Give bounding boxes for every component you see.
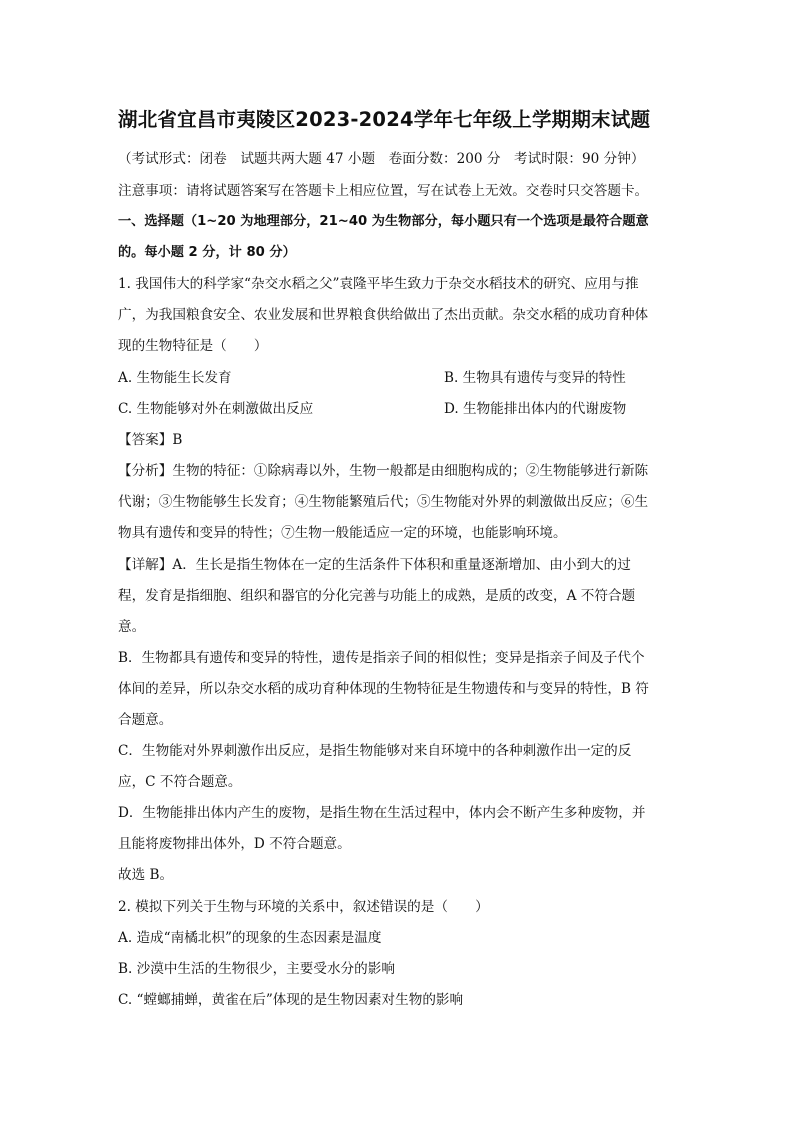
notice: 注意事项：请将试题答案写在答题卡上相应位置，写在试卷上无效。交卷时只交答题卡。 (118, 183, 649, 199)
q2-option-a: A. 造成“南橘北枳”的现象的生态因素是温度 (118, 930, 382, 946)
q1-stem-line-3: 现的生物特征是（ ） (118, 338, 268, 354)
q2-option-b: B. 沙漠中生活的生物很少，主要受水分的影响 (118, 961, 395, 977)
q1-detail-line-10: 且能将废物排出体外，D 不符合题意。 (118, 836, 351, 852)
q1-detail-line-5: 体间的差异，所以杂交水稻的成功育种体现的生物特征是生物遗传和与变异的特性，B 符 (118, 681, 649, 697)
q1-analysis-line-1: 【分析】生物的特征：①除病毒以外，生物一般都是由细胞构成的；②生物能够进行新陈 (118, 463, 649, 479)
q1-detail-line-2: 程，发育是指细胞、组织和器官的分化完善与功能上的成熟，是质的改变，A 不符合题 (118, 588, 636, 604)
q2-stem: 2. 模拟下列关于生物与环境的关系中，叙述错误的是（ ） (118, 899, 489, 915)
q1-detail-line-8: 应，C 不符合题意。 (118, 774, 242, 790)
q1-detail-line-3: 意。 (118, 619, 146, 635)
q1-option-b: B. 生物具有遗传与变异的特性 (444, 370, 626, 386)
q1-analysis-line-2: 代谢；③生物能够生长发育；④生物能繁殖后代；⑤生物能对外界的刺激做出反应；⑥生 (118, 494, 649, 510)
q1-option-d: D. 生物能排出体内的代谢废物 (444, 401, 627, 417)
q1-option-c: C. 生物能够对外在刺激做出反应 (118, 401, 314, 417)
q1-stem-line-1: 1. 我国伟大的科学家“杂交水稻之父”袁隆平毕生致力于杂交水稻技术的研究、应用与推 (118, 276, 639, 292)
section-heading-line-1: 一、选择题（1~20 为地理部分，21~40 为生物部分，每小题只有一个选项是最符合题意 (118, 214, 649, 229)
q1-stem-line-2: 广，为我国粮食安全、农业发展和世界粮食供给做出了杰出贡献。杂交水稻的成功育种体 (118, 307, 649, 323)
q1-detail-line-6: 合题意。 (118, 712, 173, 728)
page-title: 湖北省宜昌市夷陵区2023-2024学年七年级上学期期末试题 (118, 108, 651, 131)
q1-answer: 【答案】B (118, 432, 183, 448)
q1-detail-line-1: 【详解】A．生长是指生物体在一定的生活条件下体积和重量逐渐增加、由小到大的过 (118, 557, 631, 573)
q2-option-c: C. “螳螂捕蝉，黄雀在后”体现的是生物因素对生物的影响 (118, 992, 464, 1008)
q1-detail-line-7: C．生物能对外界刺激作出反应，是指生物能够对来自环境中的各种刺激作出一定的反 (118, 743, 632, 759)
q1-analysis-line-3: 物具有遗传和变异的特性；⑦生物一般能适应一定的环境，也能影响环境。 (118, 525, 567, 541)
exam-info: （考试形式：闭卷 试题共两大题 47 小题 卷面分数：200 分 考试时限：90 分钟） (118, 151, 645, 167)
q1-detail-line-4: B．生物都具有遗传和变异的特性，遗传是指亲子间的相似性；变异是指亲子间及子代个 (118, 650, 645, 666)
q1-conclusion: 故选 B。 (118, 867, 174, 883)
q1-option-a: A. 生物能生长发育 (118, 370, 232, 386)
q1-detail-line-9: D．生物能排出体内产生的废物，是指生物在生活过程中，体内会不断产生多种废物，并 (118, 805, 646, 821)
section-heading-line-2: 的。每小题 2 分，计 80 分） (118, 245, 296, 260)
